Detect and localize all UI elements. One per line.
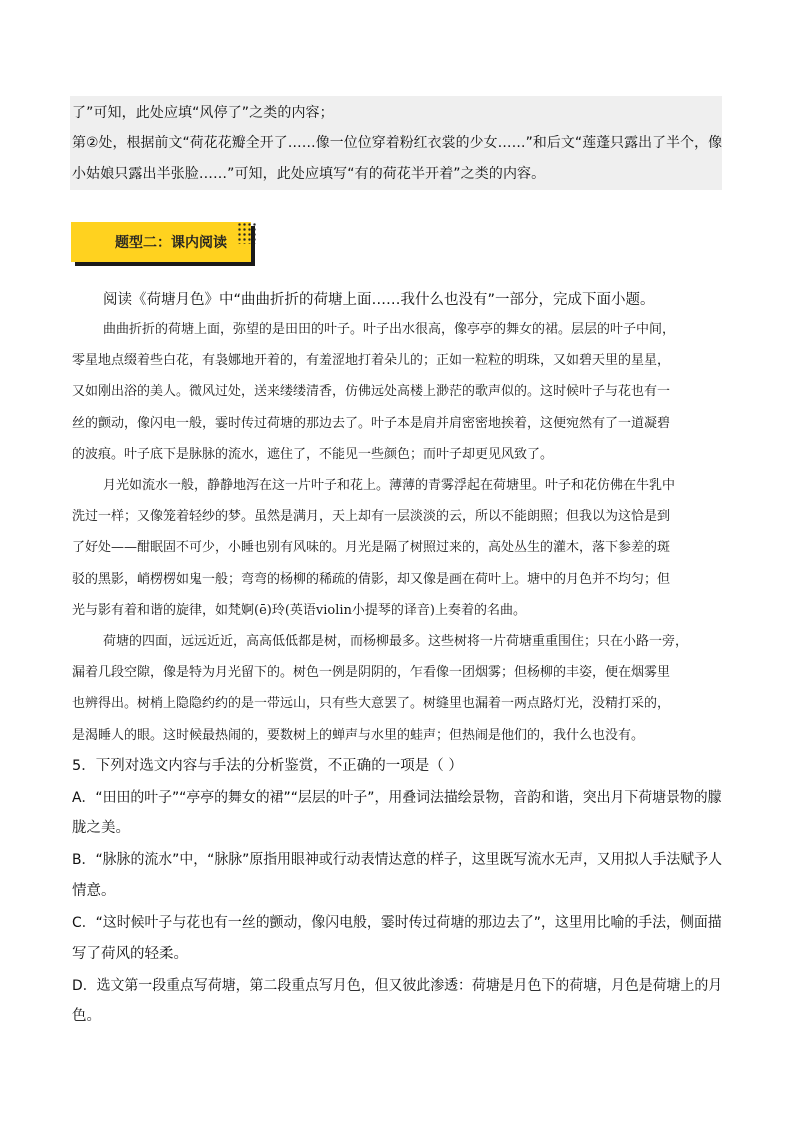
passage-line: 曲曲折折的荷塘上面，弥望的是田田的叶子。叶子出水很高，像亭亭的舞女的裙。层层的叶子中间，	[103, 322, 676, 337]
passage-line: 光与影有着和谐的旋律，如梵婀(ē)玲(英语violin小提琴的译音)上奏着的名曲。	[72, 603, 526, 618]
option-a: A．“田田的叶子”“亭亭的舞女的裙”“层层的叶子”，用叠词法描绘景物，音韵和谐，突出月下荷塘景物的朦	[72, 790, 722, 806]
passage-line: 荷塘的四面，远远近近，高高低低都是树，而杨柳最多。这些树将一片荷塘重重围住；只在小路一旁，	[103, 634, 689, 649]
passage-line: 洗过一样；又像笼着轻纱的梦。虽然是满月，天上却有一层淡淡的云，所以不能朗照；但我以为这恰是到	[72, 509, 671, 524]
option-a-continued: 胧之美。	[72, 820, 130, 836]
passage-line: 月光如流水一般，静静地泻在这一片叶子和花上。薄薄的青雾浮起在荷塘里。叶子和花仿佛在牛乳中	[103, 478, 676, 493]
passage-line: 的波痕。叶子底下是脉脉的流水，遮住了，不能见一些颜色；而叶子却更见风致了。	[72, 447, 554, 462]
banner-dot-pattern	[237, 222, 257, 244]
passage-line: 丝的颤动，像闪电一般，霎时传过荷塘的那边去了。叶子本是肩并肩密密地挨着，这便宛然有了一道凝碧	[72, 416, 671, 431]
passage-line: 也辨得出。树梢上隐隐约约的是一带远山，只有些大意罢了。树缝里也漏着一两点路灯光，没精打采的，	[72, 696, 671, 711]
section-banner	[71, 222, 255, 266]
section-title: 题型二：课内阅读	[115, 235, 227, 251]
option-b: B．“脉脉的流水”中，“脉脉”原指用眼神或行动表情达意的样子，这里既写流水无声，又用拟人手法赋予人	[72, 852, 722, 868]
passage-line: 驳的黑影，峭楞楞如鬼一般；弯弯的杨柳的稀疏的倩影，却又像是画在荷叶上。塘中的月色并不均匀；但	[72, 572, 671, 587]
passage-line: 了好处——酣眠固不可少，小睡也别有风味的。月光是隔了树照过来的，高处丛生的灌木，落下参差的斑	[72, 540, 671, 555]
question-stem: 5．下列对选文内容与手法的分析鉴赏，不正确的一项是（ ）	[72, 758, 463, 774]
passage-line: 又如刚出浴的美人。微风过处，送来缕缕清香，仿佛远处高楼上渺茫的歌声似的。这时候叶子与花也有一	[72, 384, 671, 399]
option-b-continued: 情意。	[72, 883, 116, 899]
passage-line: 零星地点缀着些白花，有袅娜地开着的，有羞涩地打着朵儿的；正如一粒粒的明珠，又如碧天里的星星，	[72, 353, 671, 368]
passage-line: 是渴睡人的眼。这时候最热闹的，要数树上的蝉声与水里的蛙声；但热闹是他们的，我什么也没有。	[72, 728, 645, 743]
option-d: D．选文第一段重点写荷塘，第二段重点写月色，但又彼此渗透：荷塘是月色下的荷塘，月色是荷塘上的月	[72, 978, 723, 994]
option-c-continued: 写了荷风的轻柔。	[72, 946, 188, 962]
reading-instruction: 阅读《荷塘月色》中“曲曲折折的荷塘上面……我什么也没有”一部分，完成下面小题。	[103, 292, 655, 308]
passage-line: 漏着几段空隙，像是特为月光留下的。树色一例是阴阴的，乍看像一团烟雾；但杨柳的丰姿，便在烟雾里	[72, 665, 671, 680]
answer-line: 了”可知，此处应填“风停了”之类的内容；	[72, 105, 334, 121]
option-d-continued: 色。	[72, 1008, 101, 1024]
answer-line: 小姑娘只露出半张脸……”可知，此处应填写“有的荷花半开着”之类的内容。	[72, 166, 546, 182]
option-c: C．“这时候叶子与花也有一丝的颤动，像闪电般，霎时传过荷塘的那边去了”，这里用比喻的手法，侧面描	[72, 915, 722, 931]
answer-line: 第②处，根据前文“荷花花瓣全开了……像一位位穿着粉红衣裳的少女……”和后文“莲蓬只露出了半个，像	[72, 135, 723, 151]
